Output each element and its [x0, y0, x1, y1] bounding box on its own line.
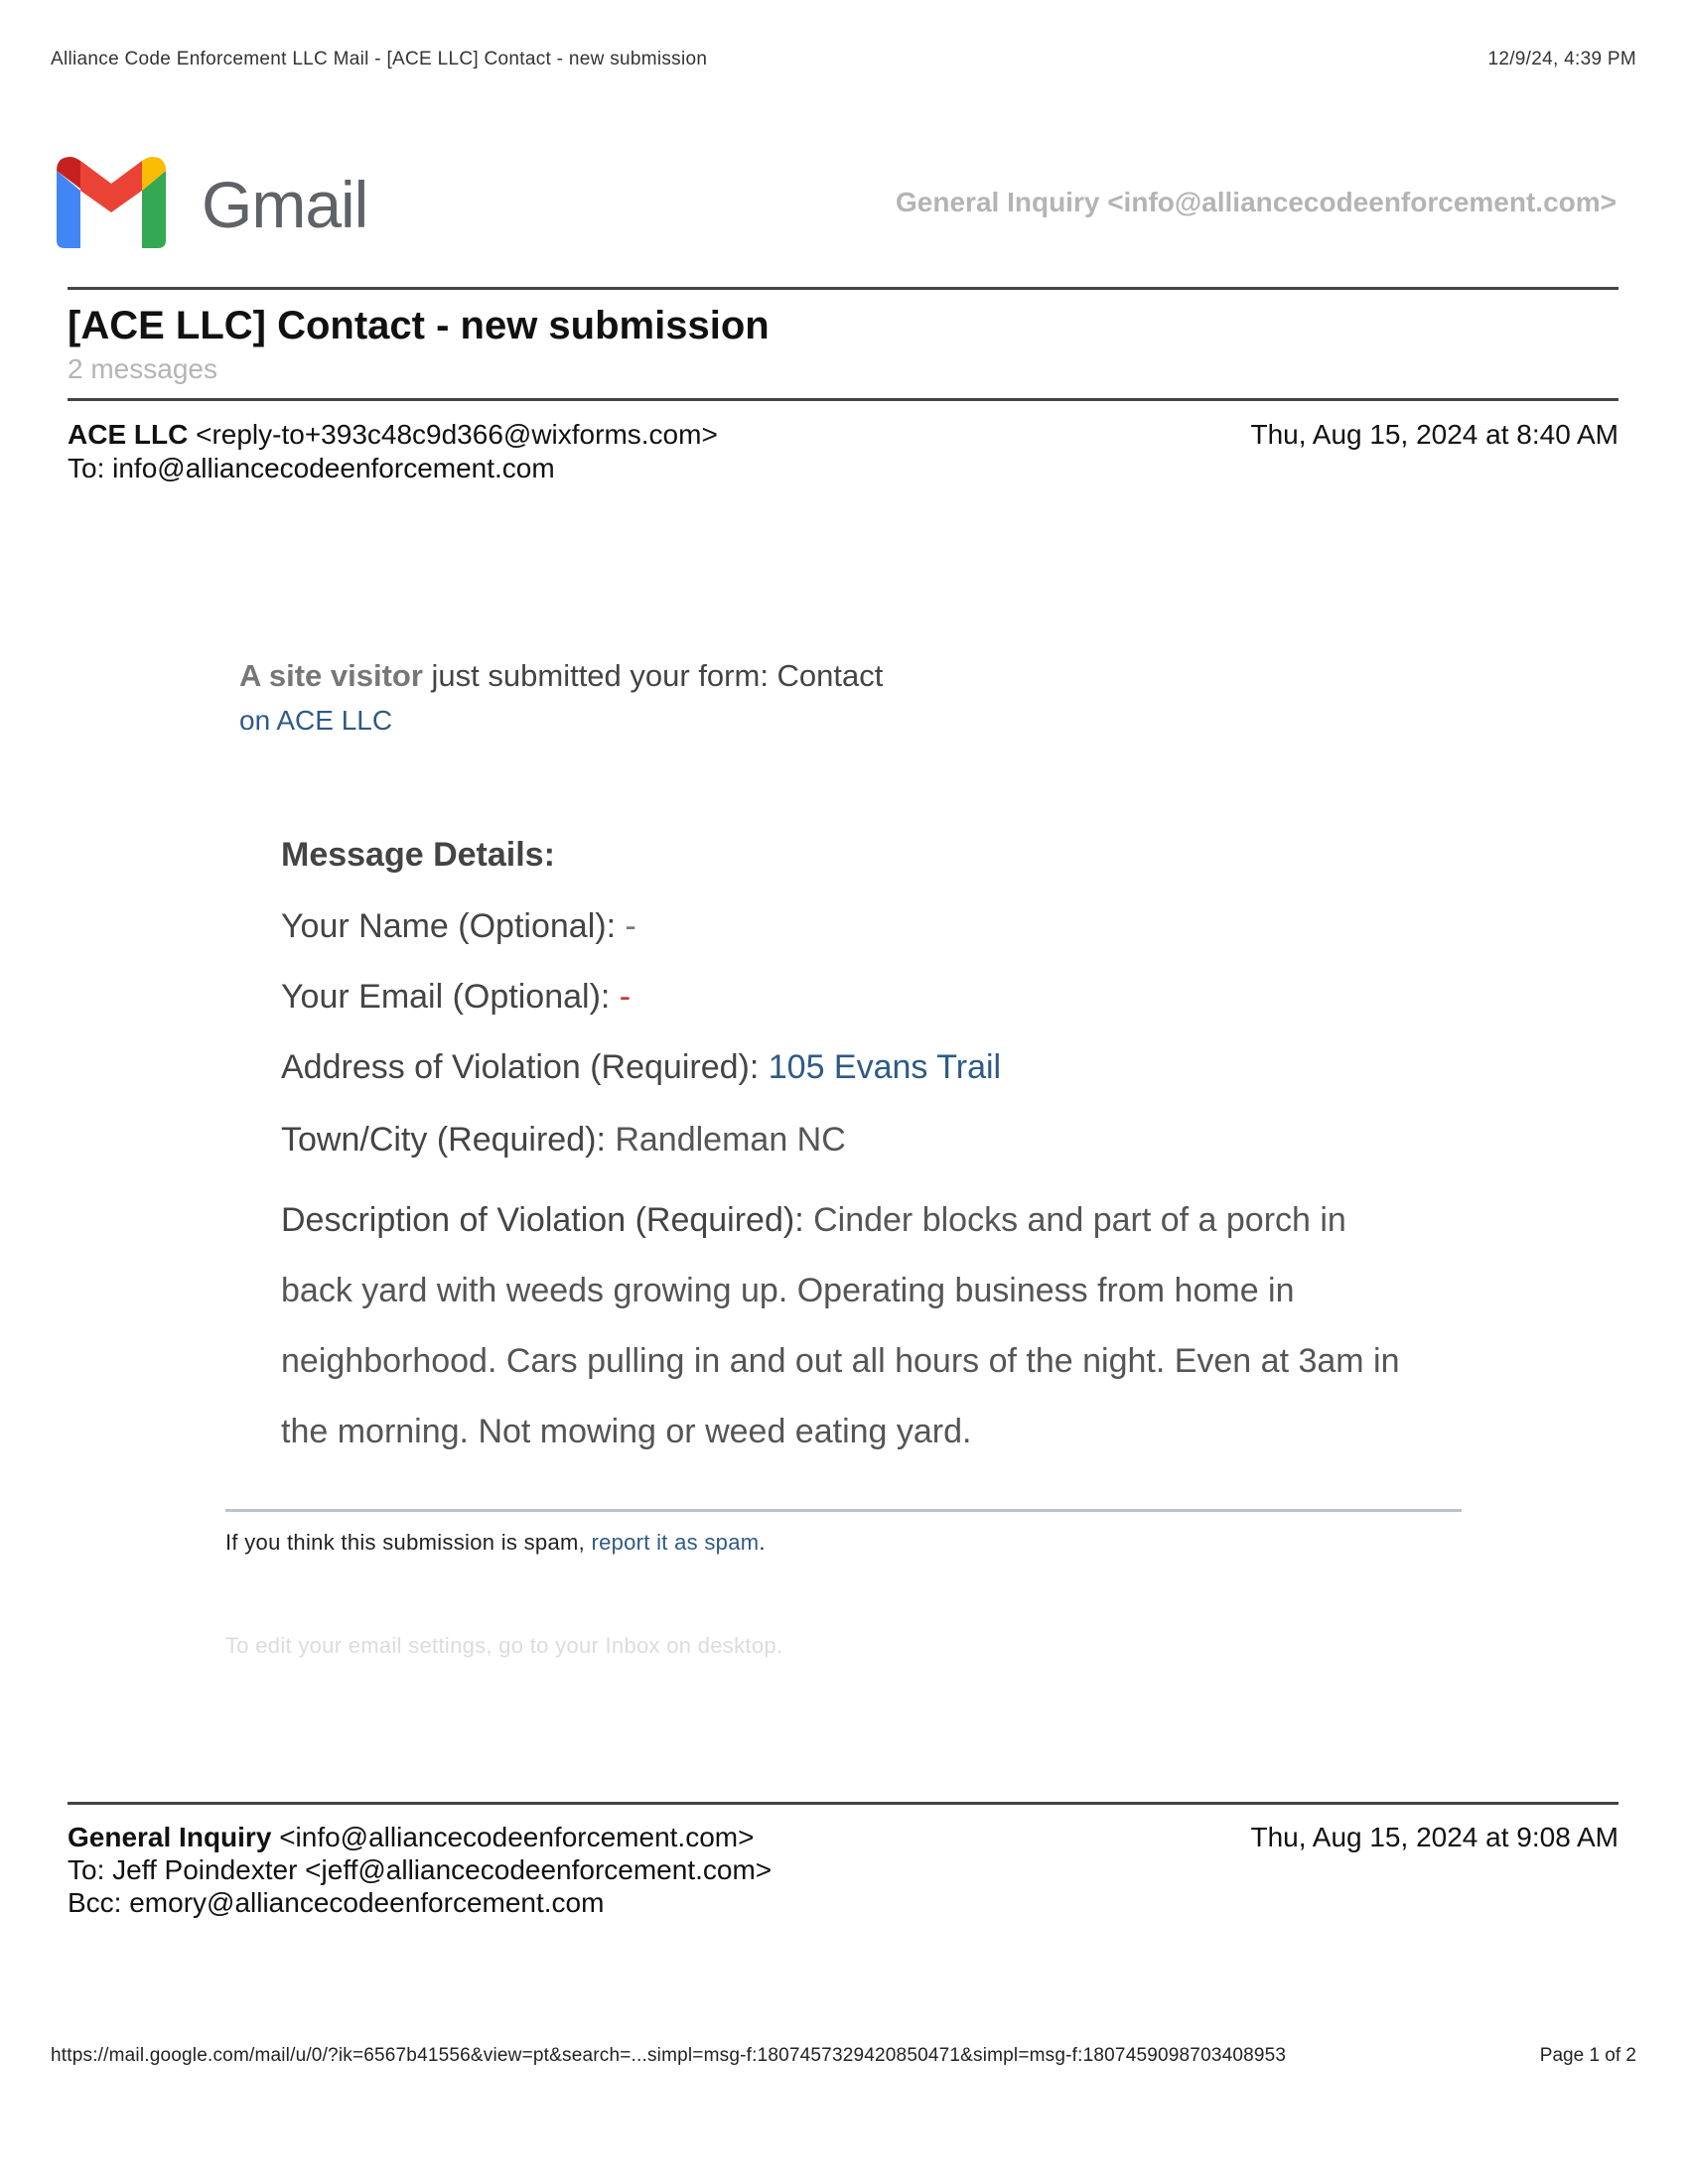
separator — [225, 1509, 1462, 1512]
message2-date: Thu, Aug 15, 2024 at 9:08 AM — [1250, 1822, 1618, 1852]
spam-end: . — [759, 1530, 766, 1555]
message1-date: Thu, Aug 15, 2024 at 8:40 AM — [1250, 419, 1618, 450]
report-spam-link[interactable]: report it as spam — [591, 1530, 760, 1555]
thread-subject: [ACE LLC] Contact - new submission — [68, 304, 770, 347]
field-label: Address of Violation (Required): — [281, 1048, 760, 1086]
spam-notice — [225, 1530, 766, 1556]
divider — [68, 398, 1618, 401]
field-label: Your Email (Optional): — [281, 978, 611, 1016]
gmail-m-icon — [57, 157, 166, 248]
sender-email: <info@alliancecodeenforcement.com> — [279, 1822, 755, 1852]
field-label: Description of Violation (Required): — [281, 1201, 804, 1239]
message2-bcc: Bcc: emory@alliancecodeenforcement.com — [68, 1887, 605, 1918]
address-link[interactable]: 105 Evans Trail — [768, 1048, 1002, 1086]
field-town — [281, 1121, 846, 1160]
gmail-wordmark: Gmail — [202, 168, 368, 241]
field-description — [281, 1185, 1413, 1467]
message-count: 2 messages — [68, 353, 217, 384]
print-header-timestamp: 12/9/24, 4:39 PM — [1487, 49, 1636, 69]
gmail-logo — [57, 157, 374, 248]
form-intro — [239, 658, 883, 694]
field-address — [281, 1048, 1001, 1087]
spam-text: If you think this submission is spam, — [225, 1530, 592, 1555]
site-link[interactable]: on ACE LLC — [239, 705, 393, 736]
divider — [68, 287, 1618, 290]
print-footer-url: https://mail.google.com/mail/u/0/?ik=6567b41556&view=pt&search=...simpl=msg-f:1807457329420850471&simpl=msg-f:1807459098703408953 — [51, 2045, 1287, 2066]
field-value: - — [619, 978, 632, 1016]
message2-to: To: Jeff Poindexter <jeff@alliancecodeenforcement.com> — [68, 1854, 773, 1885]
field-value: - — [625, 907, 636, 945]
field-value: Cinder blocks and part of a porch in back yard with weeds growing up. Operating business from home in neighborhood. Cars pulling in and out all hours of the night. Even at 3am in the morning. Not mowing or weed eating yard. — [281, 1201, 1400, 1450]
field-label: Town/City (Required): — [281, 1121, 606, 1159]
divider — [68, 1802, 1618, 1805]
message2-sender — [68, 1822, 754, 1853]
print-header-title: Alliance Code Enforcement LLC Mail - [ACE LLC] Contact - new submission — [51, 49, 708, 69]
sender-name: ACE LLC — [68, 419, 189, 450]
field-label: Your Name (Optional): — [281, 907, 617, 945]
field-your-name — [281, 907, 636, 946]
field-your-email — [281, 978, 631, 1017]
account-label: General Inquiry <info@alliancecodeenforcement.com> — [896, 187, 1617, 217]
form-intro-text: just submitted your form: Contact — [422, 658, 884, 693]
site-visitor-label: A site visitor — [239, 658, 423, 693]
message1-sender — [68, 419, 718, 451]
email-settings-note: To edit your email settings, go to your Inbox on desktop. — [225, 1633, 783, 1658]
message-details-heading: Message Details: — [281, 836, 555, 874]
page-number: Page 1 of 2 — [1539, 2045, 1636, 2066]
sender-name: General Inquiry — [68, 1822, 272, 1852]
message1-to: To: info@alliancecodeenforcement.com — [68, 453, 555, 483]
sender-email: <reply-to+393c48c9d366@wixforms.com> — [196, 419, 718, 450]
field-value: Randleman NC — [615, 1121, 846, 1159]
